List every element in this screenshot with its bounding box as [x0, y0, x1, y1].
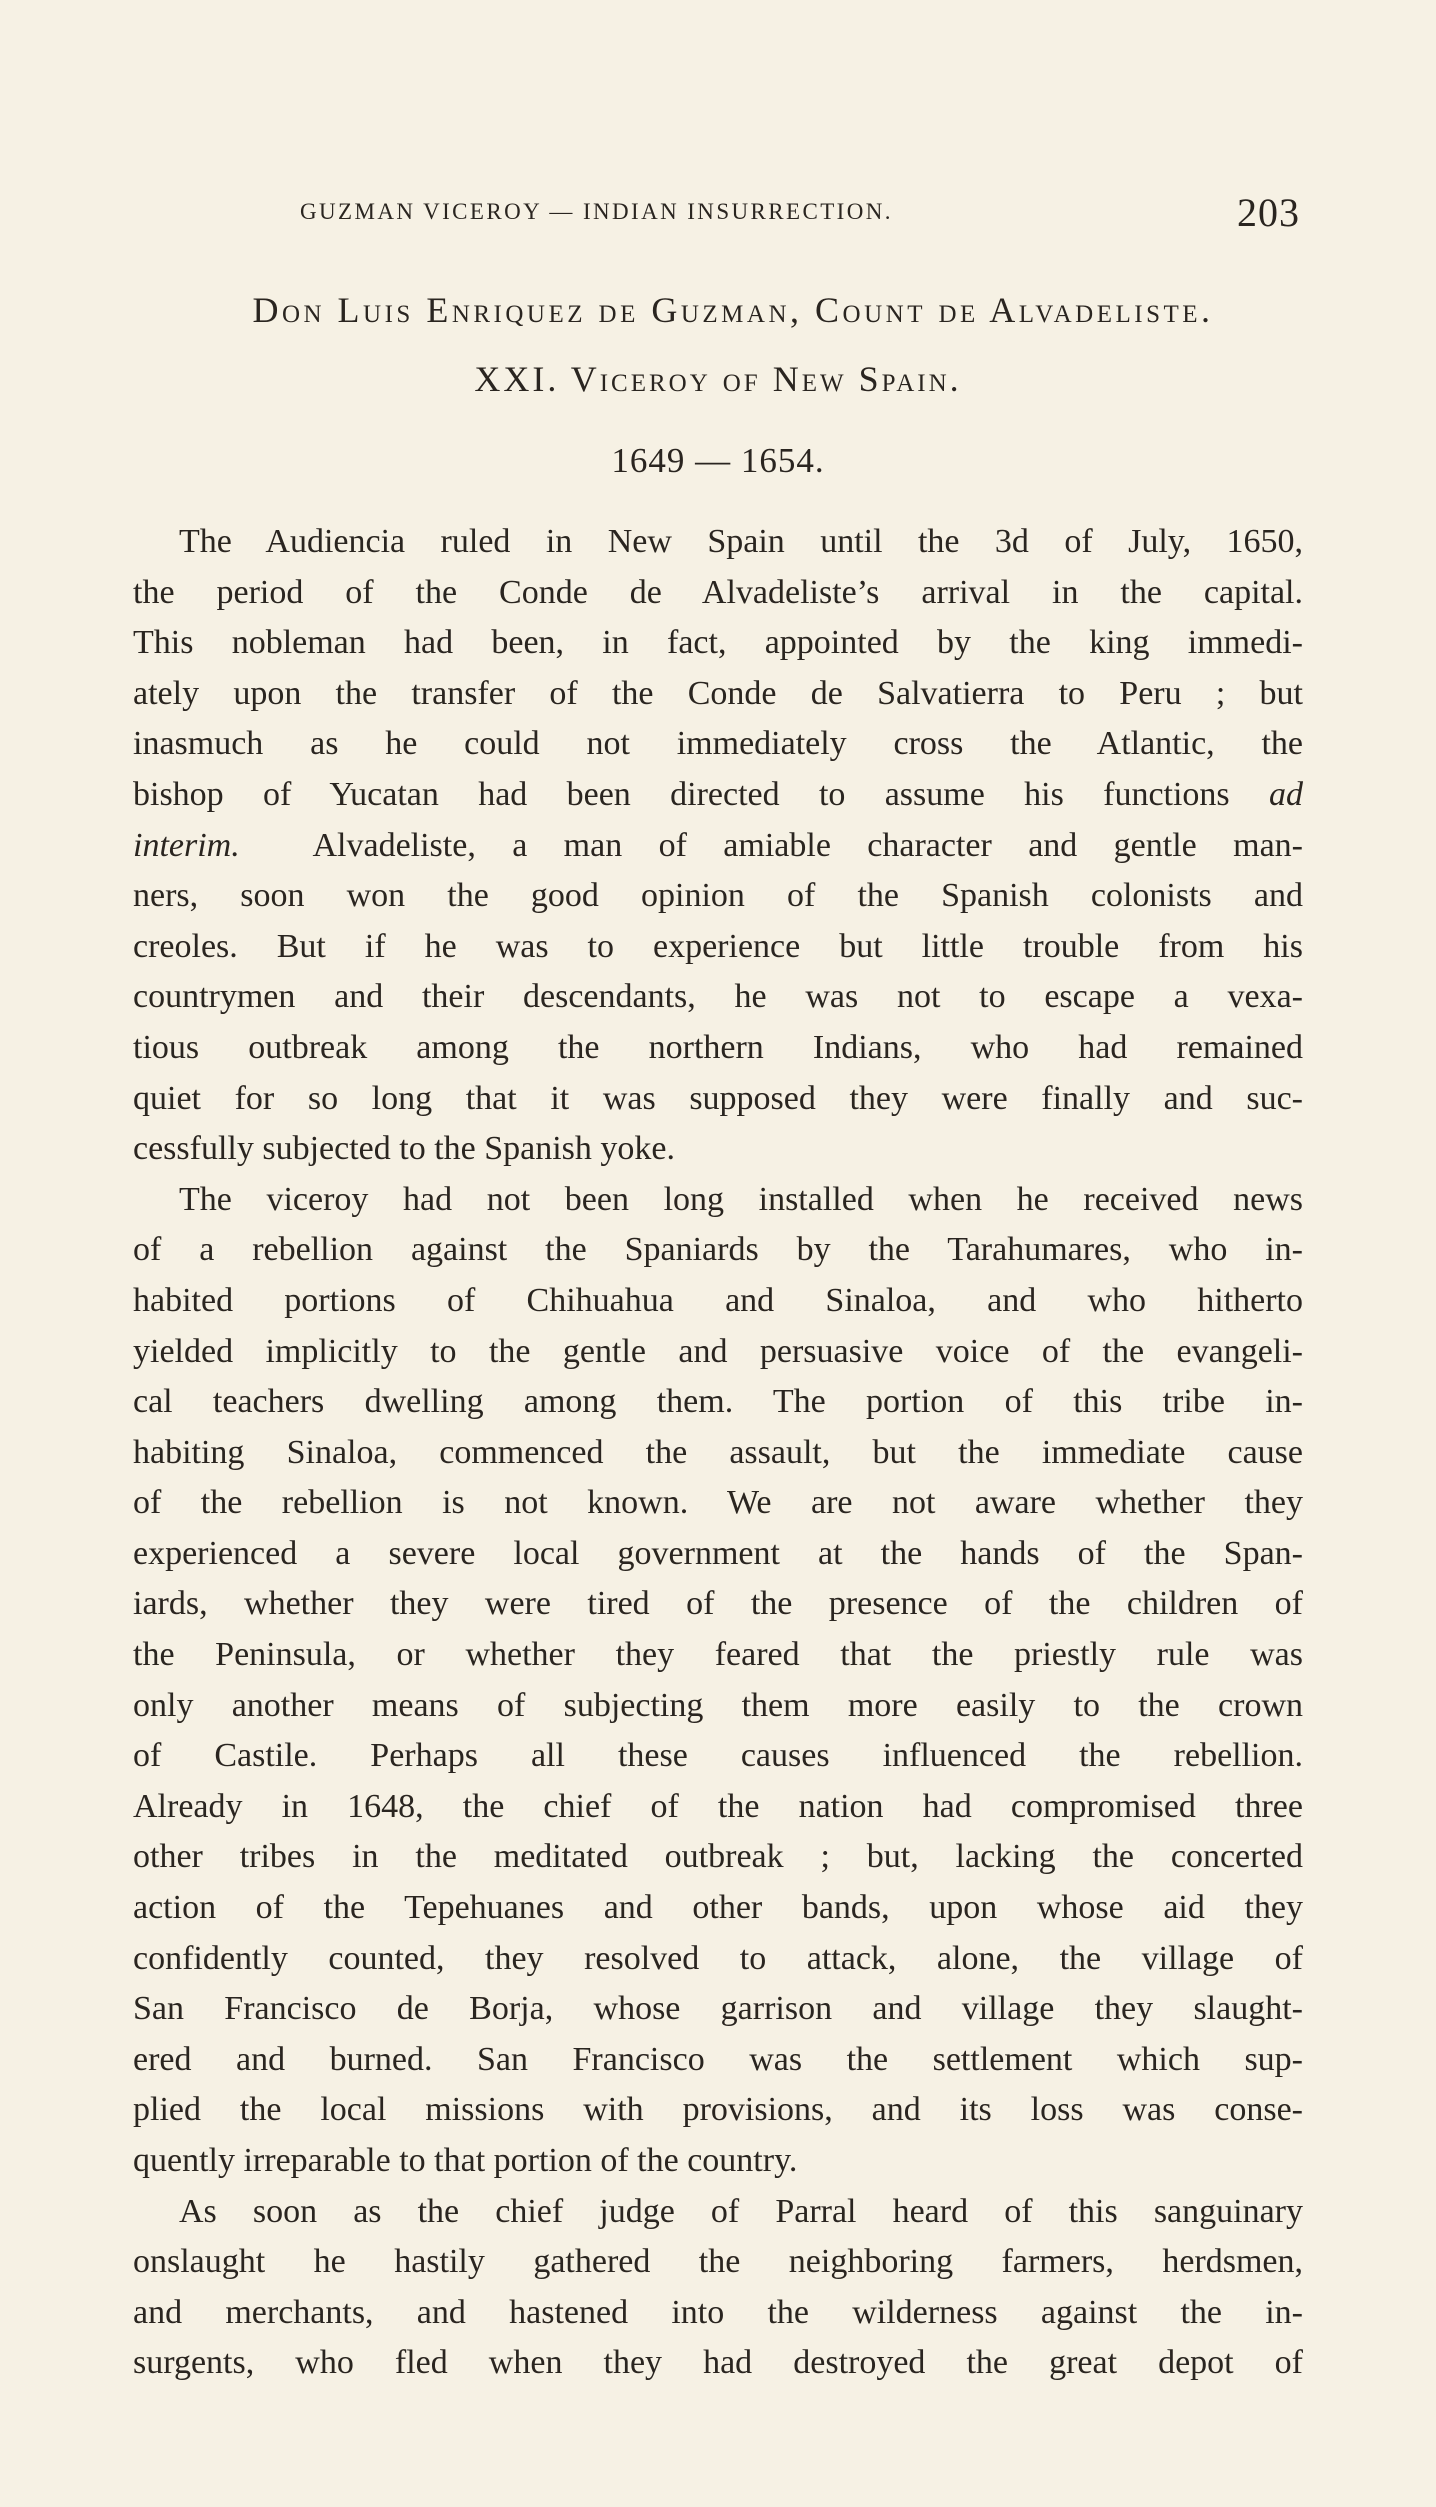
text-line: plied the local missions with provisions, and its loss was conse-: [133, 2091, 1303, 2129]
chapter-heading-years: 1649 — 1654.: [611, 441, 825, 480]
text-line: San Francisco de Borja, whose garrison and village they slaught-: [133, 1990, 1303, 2028]
text-line: ners, soon won the good opinion of the Spanish colonists and: [133, 877, 1303, 915]
body-text: [133, 517, 1303, 2389]
text-line: habited portions of Chihuahua and Sinaloa, and who hitherto: [133, 1281, 1303, 1319]
text-line: other tribes in the meditated outbreak ; but, lacking the concerted: [133, 1838, 1303, 1876]
text-line: Already in 1648, the chief of the nation had compromised three: [133, 1787, 1303, 1825]
text-line: experienced a severe local government at the hands of the Span-: [133, 1534, 1303, 1572]
text-line-with-italic: [133, 770, 1303, 821]
text-line: yielded implicitly to the gentle and persuasive voice of the evangeli-: [133, 1332, 1303, 1370]
text-line: of Castile. Perhaps all these causes influenced the rebellion.: [133, 1737, 1303, 1775]
text-line: inasmuch as he could not immediately cross the Atlantic, the: [133, 725, 1303, 763]
text-line: This nobleman had been, in fact, appointed by the king immedi-: [133, 624, 1303, 662]
text-line: iards, whether they were tired of the presence of the children of: [133, 1585, 1303, 1623]
text-line: only another means of subjecting them more easily to the crown: [133, 1686, 1303, 1724]
text-line: ately upon the transfer of the Conde de Salvatierra to Peru ; but: [133, 674, 1303, 712]
running-title: GUZMAN VICEROY — INDIAN INSURRECTION.: [300, 199, 893, 224]
text-line: As soon as the chief judge of Parral heard of this sanguinary: [179, 2192, 1303, 2230]
text-line: tious outbreak among the northern Indians, who had remained: [133, 1028, 1303, 1066]
text-line-with-italic: [133, 821, 1303, 872]
text-line: cessfully subjected to the Spanish yoke.: [133, 1130, 676, 1168]
text-line: and merchants, and hastened into the wilderness against the in-: [133, 2293, 1303, 2331]
text-line: confidently counted, they resolved to attack, alone, the village of: [133, 1939, 1303, 1977]
text-line: onslaught he hastily gathered the neighboring farmers, herdsmen,: [133, 2243, 1303, 2281]
chapter-heading-title: XXI. Viceroy of New Spain.: [474, 359, 962, 399]
text-line: surgents, who fled when they had destroyed the great depot of: [133, 2344, 1303, 2382]
text-line: of the rebellion is not known. We are not aware whether they: [133, 1484, 1303, 1522]
text-segment: bishop of Yucatan had been directed to assume his functions: [133, 775, 1230, 813]
chapter-heading-name: Don Luis Enriquez de Guzman, Count de Alvadeliste.: [252, 290, 1214, 330]
text-line: ered and burned. San Francisco was the settlement which sup-: [133, 2040, 1303, 2078]
text-line: The Audiencia ruled in New Spain until the 3d of July, 1650,: [179, 523, 1303, 560]
text-line: countrymen and their descendants, he was not to escape a vexa-: [133, 978, 1303, 1016]
text-line: quiet for so long that it was supposed they were finally and suc-: [133, 1079, 1303, 1117]
text-line: cal teachers dwelling among them. The portion of this tribe in-: [133, 1383, 1303, 1421]
text-line: the period of the Conde de Alvadeliste’s arrival in the capital.: [133, 573, 1303, 611]
text-line: The viceroy had not been long installed when he received news: [179, 1180, 1303, 1218]
text-segment: Alvadeliste, a man of amiable character and gentle man-: [312, 826, 1303, 864]
italic-word: ad: [1269, 775, 1303, 813]
text-line: action of the Tepehuanes and other bands, upon whose aid they: [133, 1889, 1303, 1927]
text-line: the Peninsula, or whether they feared that the priestly rule was: [133, 1636, 1303, 1674]
text-line: quently irreparable to that portion of the country.: [133, 2142, 798, 2179]
running-head: [300, 190, 1300, 235]
text-line: creoles. But if he was to experience but little trouble from his: [133, 927, 1303, 965]
text-line: of a rebellion against the Spaniards by the Tarahumares, who in-: [133, 1231, 1303, 1269]
page-number: 203: [1237, 190, 1300, 235]
italic-word: interim.: [133, 826, 240, 864]
text-line: habiting Sinaloa, commenced the assault, but the immediate cause: [133, 1433, 1303, 1471]
